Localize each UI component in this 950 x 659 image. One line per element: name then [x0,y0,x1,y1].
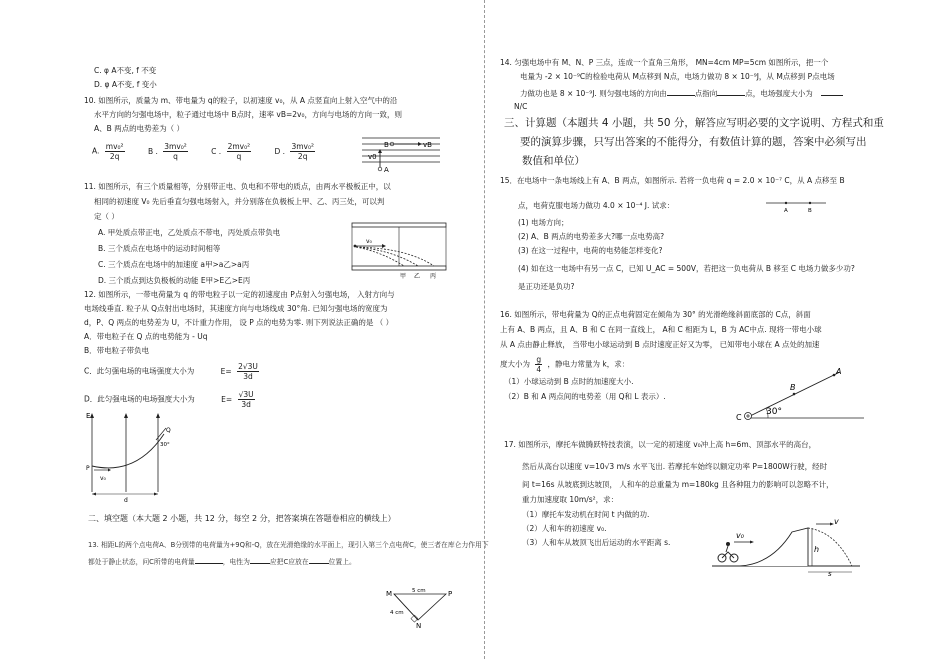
q15-fig-label-b: B [808,208,812,214]
q12-option-b: B．带电粒子带负电 [84,346,150,355]
q12-c-denominator: 3d [243,372,253,381]
q17-line-2: 然后从高台以速度 v=10√3 m/s 水平飞出. 若摩托车始终以额定功率 P=1800W行驶，经时 [522,462,828,471]
q16-fig-label-a: A [836,367,842,376]
q12-fig-label-p: P [86,465,90,472]
q12-line-3: d，P、Q 两点的电势差为 U，不计重力作用， 设 P 点的电势为零. 则下列说法正确的是 （ ） [84,318,394,327]
q17-fig-label-s: s [828,570,832,578]
q11-fig-label-jia: 甲 [400,273,407,280]
q10-line-2: 水平方向的匀强电场中，粒子通过电场中 B点时，速率 vB=2v₀，方向与电场的方向一致，则 [94,110,402,119]
q17-line-1: 17. 如图所示，摩托车做腾跃特技表演，以一定的初速度 v₀冲上高 h=6m、顶部水平的高台， [504,440,817,449]
q15-sub-1: (1) 电场方向； [518,218,569,227]
q14-blank-field-strength[interactable] [821,88,843,96]
q17-motorcycle-figure [712,514,862,576]
q16-fig-label-angle: 30° [766,407,782,417]
q15-sub-5: 是正功还是负功? [518,282,575,291]
q16-line-4 [500,355,629,374]
q10-c-numerator: 2mv₀² [227,142,251,151]
q15-line-1: 15．在电场中一条电场线上有 A、B 两点，如图所示. 若将一负电荷 q = 2.0 × 10⁻⁷ C，从 A 点移至 B [500,176,845,185]
q10-d-numerator: 3mv₀² [291,142,314,151]
q16-line-1: 16. 如图所示，带电荷量为 Q的正点电荷固定在倾角为 30° 的光滑绝缘斜面底部的 C点，斜面 [500,310,811,319]
q15-sub-4: (4) 如在这一电场中有另一点 C，已知 U_AC = 500V，若把这一负电荷从 B 移至 C 电场力做多少功? [518,264,855,273]
q16-text-a: 度大小为 [500,359,530,369]
q15-fig-label-a: A [784,208,788,214]
q13-line-2 [88,556,356,567]
q12-option-d-e: E= [221,394,233,404]
q11-option-d: D. 三个质点到达负极板的动能 E甲>E乙>E丙 [98,276,251,285]
q10-line-1: 10. 如图所示，质量为 m、带电量为 q的粒子，以初速度 v₀，从 A 点竖直向上射入空气中的沿 [84,96,398,105]
q14-unit: N/C [514,102,528,111]
q15-line-2: 点，电荷克服电场力做功 4.0 × 10⁻⁴ J. 试求： [518,201,675,210]
q12-field-figure [86,410,186,504]
q17-sub-1: （1）摩托车发动机在时间 t 内做的功. [522,510,650,519]
q16-four: 4 [536,365,542,374]
q16-sub-2: （2）B 和 A 两点间的电势差（用 Q和 L 表示）. [504,392,666,401]
q17-line-3: 间 t=16s 从坡底到达坡顶， 人和车的总重量为 m=180kg 且各种阻力的影响可以忽略不计， [522,480,834,489]
q16-g-over-4 [535,355,542,374]
q12-line-1: 12. 如图所示，一带电荷量为 q 的带电粒子以一定的初速度由 P点射入匀强电场， 入射方向与 [84,290,395,299]
q11-option-c: C. 三个质点在电场中的加速度 a甲>a乙>a丙 [98,260,250,269]
q14-text-b: 点指向 [694,89,718,98]
q11-option-a: A. 甲处质点带正电，乙处质点不带电，丙处质点带负电 [98,228,281,237]
q11-fig-label-bing: 丙 [430,273,437,280]
q13-text-c: 应把C应放在 [269,558,309,566]
q10-fig-label-vb: vB [423,141,432,149]
q16-line-3: 从 A 点由静止释放， 当带电小球运动到 B 点时速度正好又为零， 已知带电小球在 A 点处的加速 [500,340,820,349]
q10-c-denominator: q [236,152,242,161]
q14-text-c: 点，电场强度大小为 [745,89,813,98]
q16-sub-1: （1）小球运动到 B 点时的加速度大小. [504,377,634,386]
option-d-line: D. φ A不变, f 变小 [94,80,157,89]
q13-blank-charge[interactable] [195,556,223,564]
section-3-heading-3: 数值和单位） [522,155,585,167]
q17-fig-label-v: v [834,517,839,526]
q17-fig-label-h: h [814,545,820,554]
q16-fig-label-b: B [790,383,796,392]
q14-blank-from[interactable] [667,88,695,96]
q17-line-4: 重力加速度取 10m/s²，求： [522,495,619,504]
q11-line-3: 定（ ） [94,212,119,221]
q14-triangle-figure [380,586,460,630]
q10-fig-label-b: B [384,141,389,149]
page-fold-line [484,0,485,659]
q12-option-d-text: D．此匀强电场的电场强度大小为 [84,394,195,404]
q12-fig-label-e: E [86,412,91,420]
q15-field-line-figure [766,198,830,214]
q10-option-d-fraction [290,142,315,161]
q14-fig-label-5cm: 5 cm [412,588,426,594]
q12-fig-label-v0: v₀ [100,475,106,482]
q15-sub-2: (2) A、B 两点的电势差多大?哪一点电势高? [518,232,665,241]
q10-options [92,142,318,161]
q13-blank-sign[interactable] [250,556,270,564]
q10-d-denominator: 2q [297,152,308,161]
q14-fig-label-p: P [448,590,453,598]
q10-fig-label-a: A [384,166,389,174]
q16-incline-figure [736,366,866,426]
q10-option-d-label: D . [274,146,286,156]
q10-option-a-label: A. [92,146,100,156]
q10-figure [362,134,442,176]
q12-fig-label-q: Q [166,427,171,434]
q12-d-denominator: 3d [241,400,251,409]
q10-b-denominator: q [173,152,178,161]
q11-fig-label-yi: 乙 [414,273,421,280]
q12-fig-label-d: d [124,497,128,504]
q14-fig-label-n: N [416,622,422,630]
section-3-heading-1: 三、计算题（本题共 4 小题，共 50 分，解答应写明必要的文字说明、方程式和重 [504,117,884,129]
q17-sub-2: （2）人和车的初速度 v₀. [522,524,607,533]
section-2-heading: 二、填空题（本大题 2 小题，共 12 分，每空 2 分，把答案填在答题卷相应的横线上） [88,514,396,523]
q10-line-3: A、B 两点的电势差为（ ） [94,124,185,133]
q10-b-numerator: 3mv₀² [164,142,187,151]
q10-a-denominator: 2q [109,152,120,161]
q12-option-d [84,390,258,409]
q17-sub-3: （3）人和车从坡顶飞出后运动的水平距离 s. [522,538,671,547]
q16-text-b: ，静电力常量为 k，求： [547,359,630,369]
q10-a-numerator: mv₀² [105,142,124,151]
q10-option-c-fraction [227,142,252,161]
q11-line-2: 相同的初速度 V₀ 先后垂直匀强电场射入，并分别落在负极板上甲、乙、丙三处，可以判 [94,197,385,206]
q16-g: g [536,355,542,364]
q15-sub-3: (3) 在这一过程中，电荷的电势能怎样变化? [518,246,663,255]
q14-line-2: 电量为 -2 × 10⁻⁹C的检验电荷从 M点移到 N点，电场力做功 8 × 10⁻⁹J，从 M点移到 P点电场 [520,72,835,81]
q10-fig-label-v0: v0 [368,153,377,161]
q12-option-c-e: E= [220,366,232,376]
q16-fig-label-c: C [736,413,742,422]
q14-line-1: 14. 匀强电场中有 M、N、P 三点，连成一个直角三角形， MN=4cm MP=5cm 如图所示，把一个 [500,58,829,67]
q10-option-b-label: B . [147,146,158,156]
q10-option-a-fraction [105,142,125,161]
q13-blank-position[interactable] [309,556,329,564]
q14-line-3 [520,88,843,99]
section-3-heading-2: 要的演算步骤，只写出答案的不能得分，有数值计算的题，答案中必须写出 [520,136,867,148]
q13-line-1: 13. 相距L的两个点电荷A、B分别带的电荷量为+9Q和-Q，放在光滑绝缘的水平面上，现引入第三个点电荷C，使三者在库仑力作用下 [88,541,489,549]
q12-option-c-fraction [237,362,259,381]
q10-option-b-fraction [163,142,188,161]
q11-fig-label-v0: v₀ [366,238,372,245]
q12-option-c [84,362,262,381]
q12-line-2: 电场线垂直. 粒子从 Q点射出电场时，其速度方向与电场线成 30°角. 已知匀强电场的宽度为 [84,304,388,313]
q11-line-1: 11. 如图所示，有三个质量相等，分别带正电、负电和不带电的质点，由两水平极板正中，以 [84,182,391,191]
option-c-line: C. φ A不变, f 不变 [94,66,157,75]
q11-option-b: B. 三个质点在电场中的运动时间相等 [98,244,221,253]
q16-line-2: 上有 A、B 两点，且 A、B 和 C 在同一直线上， A和 C 相距为 L，B 为 AC中点. 现将一带电小球 [500,325,822,334]
q14-fig-label-4cm: 4 cm [390,610,404,616]
q12-fig-label-angle: 30° [160,442,170,448]
q13-text-b: ，电性为 [222,558,250,566]
q13-text-d: 位置上。 [328,558,356,566]
q14-blank-to[interactable] [717,88,745,96]
q13-text-a: 都处于静止状态，问C所带的电荷量 [88,558,195,566]
q10-option-c-label: C . [211,146,222,156]
q17-fig-label-v0: v₀ [736,531,744,540]
q12-option-c-text: C．此匀强电场的电场强度大小为 [84,366,195,376]
q12-option-d-fraction [238,390,255,409]
q14-text-a: 力做功也是 8 × 10⁻⁹J. 则匀强电场的方向由 [520,89,667,98]
q11-capacitor-figure [352,220,448,284]
q12-d-numerator: √3U [238,390,254,399]
q12-option-a: A．带电粒子在 Q 点的电势能为 - Uq [84,332,208,341]
q14-fig-label-m: M [386,590,393,598]
q12-c-numerator: 2√3U [238,362,258,371]
